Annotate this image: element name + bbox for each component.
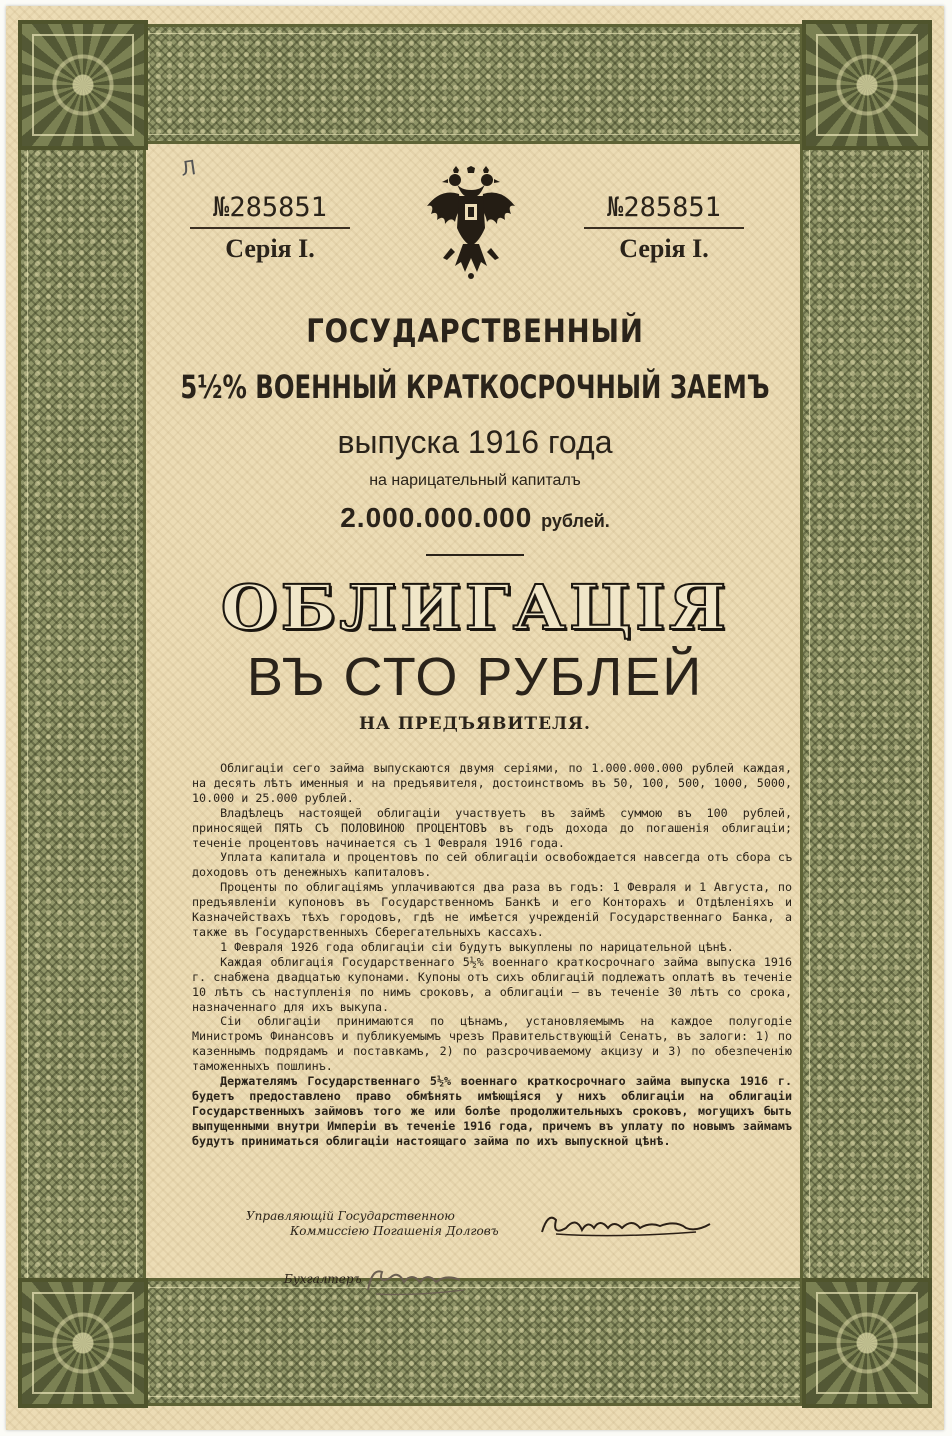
serial-number-right [574,192,754,229]
frame-top [18,24,932,144]
terms-paragraph: Уплата капитала и процентовъ по сей облигаціи освобождается навсегда отъ сбора съ доходовъ отъ денежныхъ капиталовъ. [192,850,792,880]
accountant-label: Бухгалтеръ [284,1272,362,1286]
terms-paragraph: Держателямъ Государственнаго 5½% военнаго краткосрочнаго займа выпуска 1916 г. будетъ предоставлено право обмѣнять имѣющіяся у нихъ облигаціи на облигаціи Государственныхъ займовъ того же или болѣе продолжительныхъ сроковъ, могущихъ быть выпущенными внутри Имперіи въ теченіе 1916 года, причемъ въ уплату по новымъ займамъ будутъ приниматься облигаціи настоящаго займа по ихъ выпускной цѣнѣ. [192,1074,792,1148]
serial-number-left [180,192,360,229]
capital-unit: рублей. [541,511,610,531]
series-right: Серія I. [619,234,709,263]
bond-document [6,6,944,1430]
title-line-3: выпуска 1916 года [337,424,613,460]
handwritten-mark: Л [179,155,198,181]
serial-underline [190,227,350,229]
capital-amount-line [6,502,944,534]
imperial-eagle-icon [421,166,521,281]
frame-corner-bottom-right [802,1278,932,1408]
frame-bottom [18,1278,932,1406]
signature-accountant [364,1260,474,1300]
terms-text [192,761,792,1149]
serial-number-text: №285851 [213,192,327,223]
terms-paragraph: Сіи облигаціи принимаются по цѣнамъ, установляемымъ на каждое полугодіе Министромъ Финансовъ и публикуемымъ чрезъ Правительствующій Сенатъ, въ залоги: 1) по казеннымъ подрядамъ и поставкамъ, 2) по разсрочиваемому акцизу и 3) по обезпеченію таможенныхъ пошлинъ. [192,1014,792,1074]
bearer-line: НА ПРЕДЪЯВИТЕЛЯ. [359,714,591,734]
frame-corner-bottom-left [18,1278,148,1408]
terms-paragraph: Проценты по облигаціямъ уплачиваются два раза въ годъ: 1 Февраля и 1 Августа, по предъявленіи купоновъ въ Государственномъ Банкѣ и его Конторахъ и Отдѣленіяхъ и Казначействахъ тѣхъ городовъ, гдѣ не имѣется учрежденій Государственнаго Банка, а также въ Государственныхъ Сберегательныхъ кассахъ. [192,880,792,939]
serial-number-text: №285851 [607,192,721,223]
denomination: ВЪ СТО РУБЛЕЙ [246,647,704,707]
series-left: Серія I. [225,234,315,263]
terms-paragraph: Облигаціи сего займа выпускаются двумя серіями, по 1.000.000.000 рублей каждая, на десять лѣтъ именныя и на предъявителя, достоинствомъ въ 50, 100, 500, 1000, 5000, 10.000 и 25.000 рублей. [192,761,792,805]
terms-paragraph: Владѣлецъ настоящей облигаціи участвуетъ въ займѣ суммою въ 100 рублей, приносящей ПЯТЬ СЪ ПОЛОВИНОЮ ПРОЦЕНТОВЪ въ годъ дохода до погашенія облигаціи; теченіе процентовъ начинается съ 1 Февраля 1916 года. [192,805,792,850]
signatory-title-line-2: Коммиссіею Погашенія Долговъ [290,1224,499,1238]
terms-paragraph: 1 Февраля 1926 года облигаціи сіи будутъ выкуплены по нарицательной цѣнѣ. [220,939,734,954]
frame-corner-top-right [802,20,932,150]
capital-amount: 2.000.000.000 [340,502,533,533]
bond-word: ОБЛИГАЦІЯ [220,571,730,644]
title-line-1: ГОСУДАРСТВЕННЫЙ [306,312,644,350]
capital-label: на нарицательный капиталъ [369,472,581,489]
frame-corner-top-left [18,20,148,150]
signature-manager [536,1206,716,1242]
title-line-2: 5½% ВОЕННЫЙ КРАТКОСРОЧНЫЙ ЗАЕМЪ [180,368,770,406]
title-divider [426,554,524,556]
serial-underline [584,227,744,229]
signatory-title-line-1: Управляющій Государственною [246,1209,455,1223]
terms-paragraph: Каждая облигація Государственнаго 5½% военнаго краткосрочнаго займа выпуска 1916 г. снабжена двадцатью купонами. Купоны отъ сихъ облигацій подлежатъ оплатѣ въ теченіе 10 лѣтъ съ наступленія по нимъ сроковъ, а облигаціи — въ теченіе 30 лѣтъ со срока, назначеннаго для ихъ выкупа. [192,954,792,1014]
